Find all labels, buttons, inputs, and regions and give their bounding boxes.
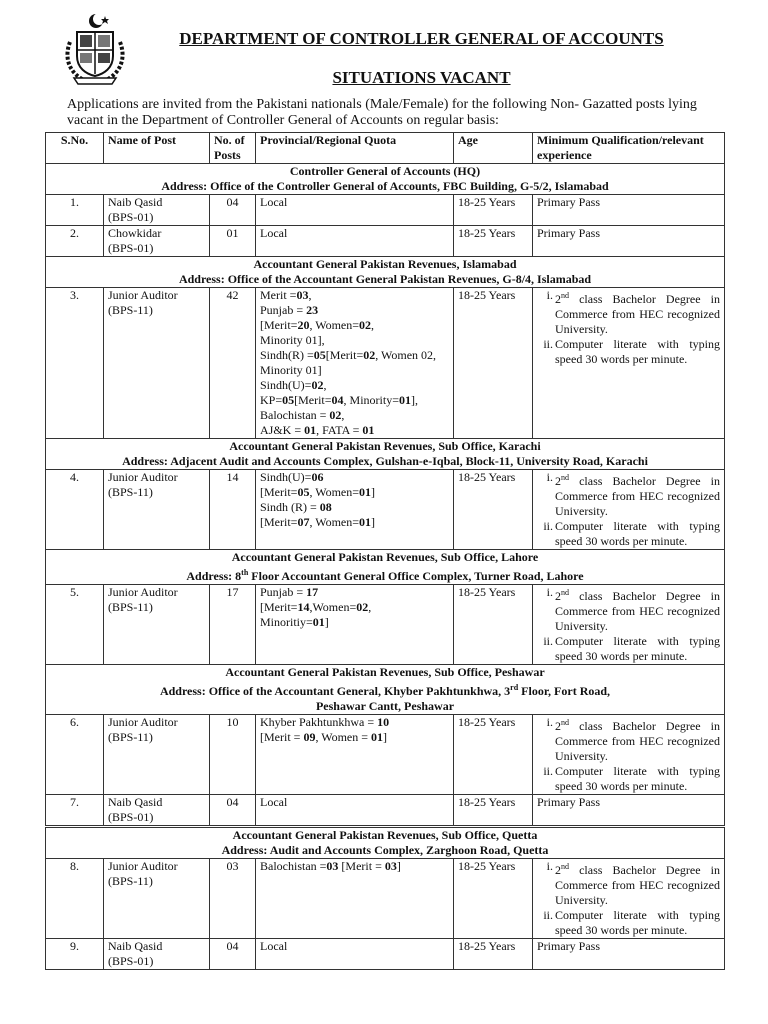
section-heading1: Accountant General Pakistan Revenues, Sub Office, Karachi <box>229 439 541 453</box>
post-scale: (BPS-11) <box>108 485 153 499</box>
section-heading <box>46 164 725 195</box>
cell-post <box>104 859 210 939</box>
cell-post <box>104 226 210 257</box>
qualification-item: ii. Computer literate with typing speed 30 words per minute. <box>543 337 720 366</box>
section-heading1: Accountant General Pakistan Revenues, Sub Office, Lahore <box>231 550 539 564</box>
cell-quota <box>256 859 454 939</box>
section-heading2: Address: Audit and Accounts Complex, Zarghoon Road, Quetta <box>221 843 549 857</box>
cell-post <box>104 470 210 550</box>
section-heading1: Accountant General Pakistan Revenues, Sub Office, Quetta <box>232 828 538 842</box>
cell-sno: 8. <box>46 859 104 939</box>
qualification-item: i. 2nd class Bachelor Degree in Commerce from HEC recognized University. <box>546 585 720 633</box>
quota-line: [Merit=07, Women=01] <box>260 515 376 529</box>
cell-quota <box>256 795 454 827</box>
qualification-item: i. 2nd class Bachelor Degree in Commerce from HEC recognized University. <box>546 715 720 763</box>
cell-sno: 6. <box>46 715 104 795</box>
cell-age: 18-25 Years <box>454 715 533 795</box>
qualification-item: ii. Computer literate with typing speed 30 words per minute. <box>543 908 720 937</box>
cell-qualification <box>533 470 725 550</box>
quota-line: Local <box>260 795 288 809</box>
header-sno: S.No. <box>46 133 104 164</box>
quota-line: KP=05[Merit=04, Minority=01], <box>260 393 418 407</box>
quota-line: Merit =03, <box>260 288 312 302</box>
quota-line: Minority 01] <box>260 363 322 377</box>
post-scale: (BPS-11) <box>108 730 153 744</box>
quota-line: Minority 01], <box>260 333 325 347</box>
quota-line: Sindh(R) =05[Merit=02, Women 02, <box>260 348 437 362</box>
cell-sno: 1. <box>46 195 104 226</box>
post-scale: (BPS-01) <box>108 241 154 255</box>
cell-sno: 5. <box>46 585 104 665</box>
quota-line: Khyber Pakhtunkhwa = 10 <box>260 715 390 729</box>
cell-post <box>104 195 210 226</box>
cell-posts-count: 17 <box>210 585 256 665</box>
table-row <box>46 195 725 226</box>
table-row <box>46 715 725 795</box>
cell-quota <box>256 470 454 550</box>
cell-posts-count: 42 <box>210 288 256 439</box>
section-heading1: Accountant General Pakistan Revenues, Islamabad <box>253 257 517 271</box>
table-row <box>46 288 725 439</box>
quota-line: Balochistan = 02, <box>260 408 345 422</box>
section-heading3: Peshawar Cantt, Peshawar <box>315 699 455 713</box>
cell-post <box>104 288 210 439</box>
quota-line: [Merit=20, Women=02, <box>260 318 375 332</box>
section-heading-row <box>46 164 725 195</box>
cell-qualification <box>533 585 725 665</box>
cell-age: 18-25 Years <box>454 288 533 439</box>
post-scale: (BPS-01) <box>108 210 154 224</box>
vacancies-table <box>45 132 725 970</box>
quota-line: Sindh (R) = 08 <box>260 500 332 514</box>
cell-age: 18-25 Years <box>454 585 533 665</box>
post-name: Junior Auditor <box>108 470 178 484</box>
post-scale: (BPS-01) <box>108 954 154 968</box>
quota-line: Local <box>260 195 288 209</box>
cell-qualification <box>533 859 725 939</box>
cell-post <box>104 795 210 827</box>
cell-sno: 7. <box>46 795 104 827</box>
section-heading1: Controller General of Accounts (HQ) <box>289 164 481 178</box>
cell-sno: 9. <box>46 939 104 970</box>
cell-post <box>104 715 210 795</box>
cell-age: 18-25 Years <box>454 226 533 257</box>
cell-qualification <box>533 715 725 795</box>
quota-line: [Merit=14,Women=02, <box>260 600 372 614</box>
cell-age: 18-25 Years <box>454 939 533 970</box>
cell-quota <box>256 226 454 257</box>
cell-age: 18-25 Years <box>454 195 533 226</box>
section-heading2: Address: Adjacent Audit and Accounts Complex, Gulshan-e-Iqbal, Block-11, University Road, Karachi <box>122 454 648 468</box>
section-heading-row <box>46 550 725 585</box>
post-name: Naib Qasid <box>108 795 163 809</box>
cell-quota <box>256 715 454 795</box>
section-heading2: Address: Office of the Controller General of Accounts, FBC Building, G-5/2, Islamabad <box>161 179 609 193</box>
cell-qualification: Primary Pass <box>533 939 725 970</box>
table-row <box>46 939 725 970</box>
table-row <box>46 795 725 827</box>
section-heading <box>46 257 725 288</box>
section-heading <box>46 550 725 585</box>
cell-posts-count: 04 <box>210 939 256 970</box>
quota-line: AJ&K = 01, FATA = 01 <box>260 423 375 437</box>
intro-paragraph: Applications are invited from the Pakistani nationals (Male/Female) for the following Non- Gazatted posts lying vacant in the Department of Controller General of Accounts on regular basis: <box>67 97 697 128</box>
section-heading2: Address: Office of the Accountant General, Khyber Pakhtunkhwa, 3rd Floor, Fort Road, <box>159 683 611 698</box>
post-name: Chowkidar <box>108 226 162 240</box>
section-heading2: Address: Office of the Accountant General Pakistan Revenues, G-8/4, Islamabad <box>178 272 592 286</box>
page-subtitle: SITUATIONS VACANT <box>332 68 511 87</box>
cell-quota <box>256 939 454 970</box>
section-heading-row <box>46 827 725 859</box>
qualification-item: i. 2nd class Bachelor Degree in Commerce from HEC recognized University. <box>546 859 720 907</box>
quota-line: [Merit=05, Women=01] <box>260 485 376 499</box>
quota-line: Local <box>260 226 288 240</box>
quota-line: Punjab = 17 <box>260 585 319 599</box>
post-name: Junior Auditor <box>108 859 178 873</box>
quota-line: [Merit = 09, Women = 01] <box>260 730 388 744</box>
cell-sno: 3. <box>46 288 104 439</box>
post-name: Junior Auditor <box>108 715 178 729</box>
quota-line: Punjab = 23 <box>260 303 319 317</box>
post-name: Junior Auditor <box>108 288 178 302</box>
section-heading-row <box>46 439 725 470</box>
quota-line: Balochistan =03 [Merit = 03] <box>260 859 401 873</box>
post-scale: (BPS-11) <box>108 303 153 317</box>
post-name: Naib Qasid <box>108 195 163 209</box>
cell-post <box>104 585 210 665</box>
post-scale: (BPS-01) <box>108 810 154 824</box>
section-heading-row <box>46 665 725 715</box>
cell-qualification: Primary Pass <box>533 195 725 226</box>
section-heading2: Address: 8th Floor Accountant General Office Complex, Turner Road, Lahore <box>186 568 584 583</box>
section-heading-row <box>46 257 725 288</box>
quota-line: Local <box>260 939 288 953</box>
cell-posts-count: 01 <box>210 226 256 257</box>
qualification-item: i. 2nd class Bachelor Degree in Commerce from HEC recognized University. <box>546 470 720 518</box>
cell-posts-count: 04 <box>210 195 256 226</box>
header-post: Name of Post <box>104 133 210 164</box>
cell-quota <box>256 585 454 665</box>
header-qualification: Minimum Qualification/relevant experience <box>533 133 725 164</box>
cell-qualification <box>533 288 725 439</box>
cell-quota <box>256 195 454 226</box>
cell-quota <box>256 288 454 439</box>
cell-age: 18-25 Years <box>454 795 533 827</box>
table-row <box>46 859 725 939</box>
table-row <box>46 585 725 665</box>
qualification-item: ii. Computer literate with typing speed 30 words per minute. <box>543 519 720 548</box>
cell-sno: 4. <box>46 470 104 550</box>
cell-sno: 2. <box>46 226 104 257</box>
cell-age: 18-25 Years <box>454 859 533 939</box>
section-heading1: Accountant General Pakistan Revenues, Sub Office, Peshawar <box>225 665 545 679</box>
post-name: Junior Auditor <box>108 585 178 599</box>
post-scale: (BPS-11) <box>108 874 153 888</box>
cell-age: 18-25 Years <box>454 470 533 550</box>
header-age: Age <box>454 133 533 164</box>
cell-post <box>104 939 210 970</box>
table-row <box>46 470 725 550</box>
cell-posts-count: 03 <box>210 859 256 939</box>
header-posts-count: No. of Posts <box>210 133 256 164</box>
qualification-item: ii. Computer literate with typing speed 30 words per minute. <box>543 634 720 663</box>
cell-posts-count: 04 <box>210 795 256 827</box>
cell-posts-count: 14 <box>210 470 256 550</box>
cell-posts-count: 10 <box>210 715 256 795</box>
section-heading <box>46 827 725 859</box>
cell-qualification: Primary Pass <box>533 795 725 827</box>
qualification-item: i. 2nd class Bachelor Degree in Commerce from HEC recognized University. <box>546 288 720 336</box>
post-scale: (BPS-11) <box>108 600 153 614</box>
table-header-row <box>46 133 725 164</box>
quota-line: Sindh(U)=02, <box>260 378 327 392</box>
quota-line: Minoritiy=01] <box>260 615 329 629</box>
qualification-item: ii. Computer literate with typing speed 30 words per minute. <box>543 764 720 793</box>
header-quota: Provincial/Regional Quota <box>256 133 454 164</box>
section-heading <box>46 439 725 470</box>
quota-line: Sindh(U)=06 <box>260 470 324 484</box>
cell-qualification: Primary Pass <box>533 226 725 257</box>
post-name: Naib Qasid <box>108 939 163 953</box>
section-heading <box>46 665 725 715</box>
table-row <box>46 226 725 257</box>
page-title: DEPARTMENT OF CONTROLLER GENERAL OF ACCOUNTS <box>179 29 664 48</box>
